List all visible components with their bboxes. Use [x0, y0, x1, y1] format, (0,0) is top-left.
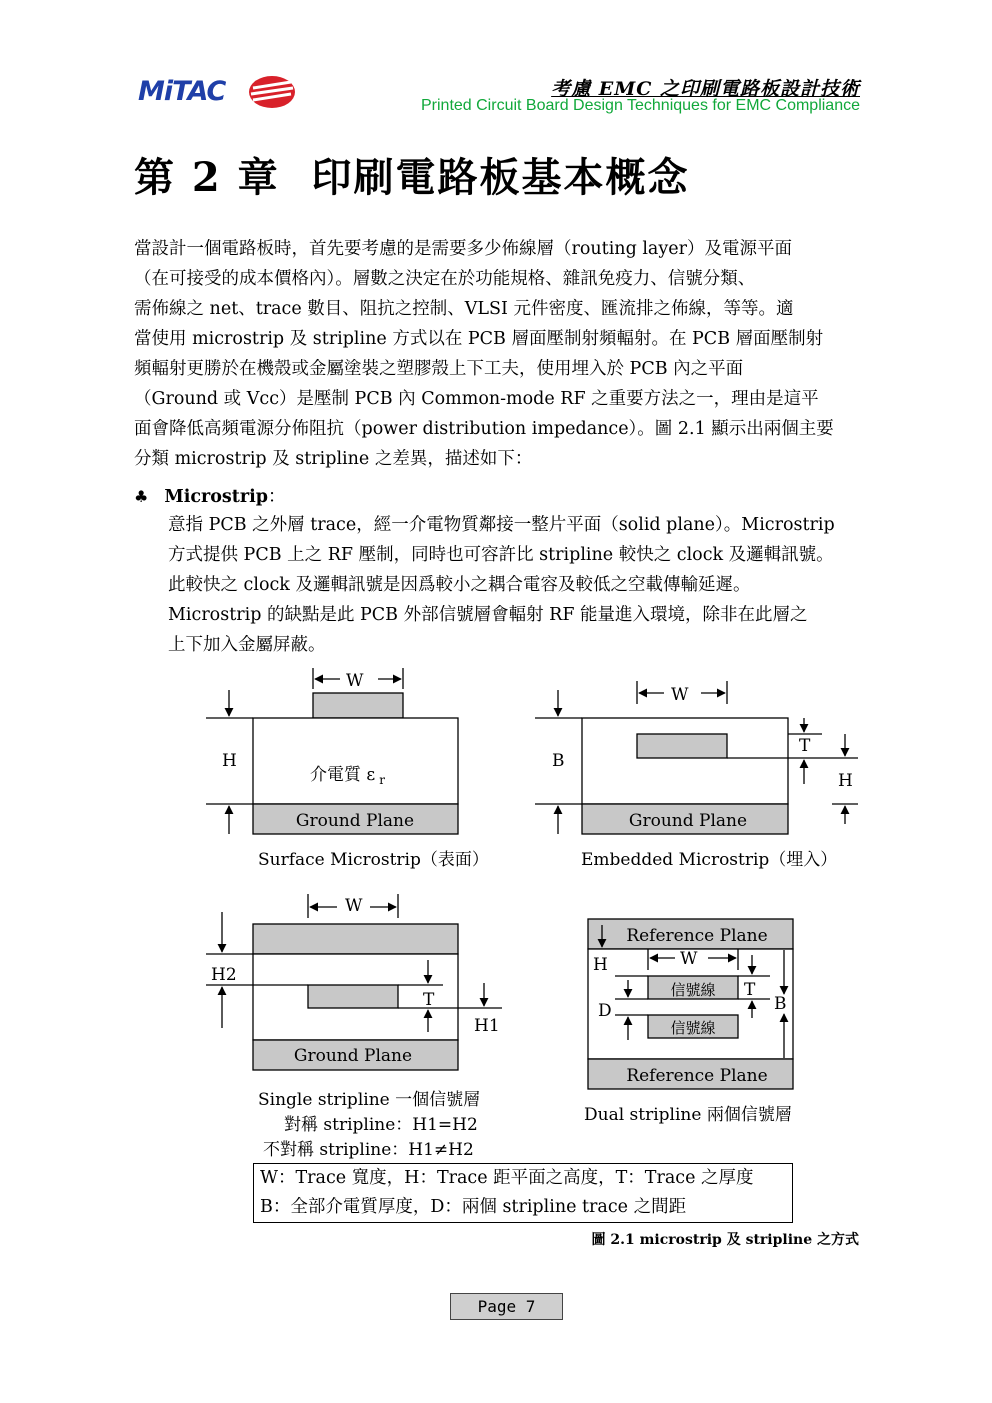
microstrip-line: 此較快之 clock 及邏輯訊號是因爲較小之耦合電容及較低之空載傳輸延遲。 — [168, 575, 751, 595]
ground-plane-label: Ground Plane — [295, 811, 415, 831]
ground-plane-label: Ground Plane — [628, 811, 748, 831]
label-h: H — [593, 955, 608, 975]
microstrip-line: 上下加入金屬屏蔽。 — [168, 635, 326, 655]
club-bullet-icon: ♣ — [134, 487, 149, 506]
intro-line: 分類 microstrip 及 stripline 之差異，描述如下： — [134, 449, 533, 469]
intro-line: 當使用 microstrip 及 stripline 方式以在 PCB 層面壓制射頻輻射。在 PCB 層面壓制射 — [134, 329, 824, 349]
page-number: Page 7 — [450, 1293, 563, 1320]
caption-surface: Surface Microstrip（表面） — [258, 850, 489, 870]
label-t: T — [423, 990, 435, 1010]
caption-single: Single stripline 一個信號層 — [258, 1090, 481, 1110]
surface-microstrip-diagram — [206, 668, 458, 834]
label-h1: H1 — [474, 1016, 500, 1036]
label-w: W — [671, 685, 689, 705]
intro-line: （Ground 或 Vcc）是壓制 PCB 內 Common-mode RF 之重要方法之一，理由是這平 — [134, 389, 819, 409]
chapter-title: 第 2 章 印刷電路板基本概念 — [134, 154, 690, 201]
dielectric-label: 介電質 ε $_r$ — [310, 765, 385, 787]
header-title: 考慮 EMC 之印刷電路板設計技術 — [551, 78, 860, 100]
caption-dual: Dual stripline 兩個信號層 — [584, 1105, 792, 1125]
label-w: W — [680, 949, 698, 969]
company-logo-text: MiTAC — [138, 76, 226, 107]
bullet-suffix: ： — [267, 487, 286, 507]
label-b: B — [552, 751, 565, 771]
label-w: W — [345, 896, 363, 916]
signal-line-label: 信號線 — [670, 981, 716, 999]
caption-single-asymmetric: 不對稱 stripline：H1≠H2 — [263, 1140, 474, 1160]
label-h: H — [222, 751, 237, 771]
intro-line: 面會降低高頻電源分佈阻抗（power distribution impedance）。圖 2.1 顯示出兩個主要 — [134, 419, 834, 439]
microstrip-line: 方式提供 PCB 上之 RF 壓制，同時也可容許比 stripline 較快之 clock 及邏輯訊號。 — [168, 545, 834, 565]
signal-line-label: 信號線 — [670, 1019, 716, 1037]
header-subtitle: Printed Circuit Board Design Techniques for EMC Compliance — [420, 97, 860, 114]
legend-line: B：全部介電質厚度，D：兩個 stripline trace 之間距 — [260, 1197, 687, 1217]
microstrip-line: 意指 PCB 之外層 trace，經一介電物質鄰接一整片平面（solid plane）。Microstrip — [168, 515, 835, 535]
label-t: T — [744, 980, 756, 1000]
intro-line: 當設計一個電路板時，首先要考慮的是需要多少佈線層（routing layer）及電源平面 — [134, 239, 792, 259]
intro-line: （在可接受的成本價格內）。層數之決定在於功能規格、雜訊免疫力、信號分類、 — [134, 269, 756, 289]
bullet-label: Microstrip — [164, 487, 268, 507]
ground-plane-label: Ground Plane — [293, 1046, 413, 1066]
single-stripline-diagram — [206, 894, 502, 1070]
figure-caption: 圖 2.1 microstrip 及 stripline 之方式 — [591, 1232, 859, 1248]
intro-line: 需佈線之 net、trace 數目、阻抗之控制、VLSI 元件密度、匯流排之佈線，等等。適 — [134, 299, 794, 319]
figure-legend — [253, 1163, 793, 1223]
microstrip-line: Microstrip 的缺點是此 PCB 外部信號層會輻射 RF 能量進入環境，除非在此層之 — [168, 605, 808, 625]
legend-line: W：Trace 寬度，H：Trace 距平面之高度，T：Trace 之厚度 — [260, 1168, 754, 1188]
label-t: T — [799, 736, 811, 756]
label-w: W — [346, 671, 364, 691]
caption-embedded: Embedded Microstrip（埋入） — [581, 850, 838, 870]
label-h: H — [838, 771, 853, 791]
label-d: D — [598, 1001, 612, 1021]
label-h2: H2 — [211, 965, 237, 985]
reference-plane-label: Reference Plane — [626, 926, 768, 946]
intro-line: 頻輻射更勝於在機殼或金屬塗裝之塑膠殼上下工夫，使用埋入於 PCB 內之平面 — [134, 359, 744, 379]
caption-single-symmetric: 對稱 stripline：H1=H2 — [284, 1115, 478, 1135]
label-b: B — [774, 994, 787, 1014]
reference-plane-label: Reference Plane — [626, 1066, 768, 1086]
